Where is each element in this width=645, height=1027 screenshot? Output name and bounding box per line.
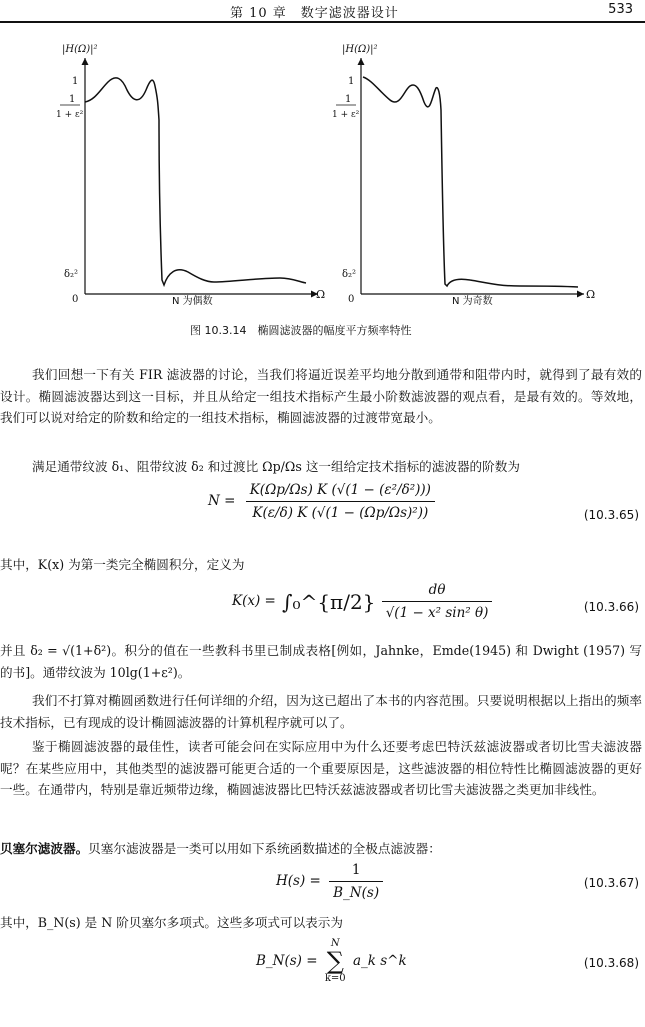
figure-caption: 图 10.3.14 椭圆滤波器的幅度平方频率特性 bbox=[190, 324, 412, 337]
equation-10-3-66 bbox=[232, 582, 492, 621]
paragraph-4: 并且 δ₂ = √(1+δ²)。积分的值在一些教科书里已制成表格[例如，Jahnke，Emde(1945) 和 Dwight (1957) 写的书]。通带纹波为 10lg(1+ε²)。 bbox=[0, 643, 642, 680]
eq67-lhs: H(s) = bbox=[276, 873, 321, 889]
eq68-sum-symbol: ∑ bbox=[326, 947, 344, 975]
left-tick-zero: 0 bbox=[72, 294, 79, 305]
right-tick-one: 1 bbox=[348, 76, 355, 87]
eq66-lhs: K(x) = bbox=[232, 593, 276, 609]
paragraph-5: 我们不打算对椭圆函数进行任何详细的介绍，因为这已超出了本书的内容范围。只要说明根据以上指出的频率技术指标，已有现成的设计椭圆滤波器的计算机程序就可以了。 bbox=[0, 693, 642, 730]
right-plot bbox=[332, 44, 595, 307]
header-rule bbox=[0, 21, 645, 23]
figure-elliptic-response bbox=[0, 30, 645, 320]
left-tick-frac-den: 1 + ε² bbox=[56, 110, 84, 120]
right-omega: Ω bbox=[586, 288, 596, 301]
eq68-lhs: B_N(s) = bbox=[256, 953, 318, 969]
left-omega: Ω bbox=[316, 288, 326, 301]
paragraph-3: 其中，K(x) 为第一类完全椭圆积分，定义为 bbox=[0, 557, 245, 572]
eq67-number: (10.3.67) bbox=[583, 876, 639, 890]
eq65-lhs: N = bbox=[208, 493, 236, 509]
left-tick-frac-num: 1 bbox=[69, 94, 76, 105]
eq68-term: a_k s^k bbox=[352, 953, 407, 969]
right-ylabel: |H(Ω)|² bbox=[342, 44, 378, 55]
eq67-denominator: B_N(s) bbox=[333, 885, 380, 901]
eq67-numerator: 1 bbox=[329, 862, 383, 882]
eq68-sum-upper: N bbox=[330, 938, 340, 949]
right-tick-delta: δ₂² bbox=[342, 269, 357, 280]
left-tick-one: 1 bbox=[72, 76, 79, 87]
paragraph-1: 我们回想一下有关 FIR 滤波器的讨论，当我们将逼近误差平均地分散到通带和阻带内时，就得到了最有效的设计。椭圆滤波器达到这一目标，并且从给定一组技术指标产生最小阶数滤波器的观点看，是最有效的。等效地，我们可以说对给定的阶数和给定的一组技术指标，椭圆滤波器的过渡带宽最小。 bbox=[0, 367, 642, 426]
eq68-number: (10.3.68) bbox=[583, 956, 639, 970]
paragraph-7-text: 贝塞尔滤波器是一类可以用如下系统函数描述的全极点滤波器： bbox=[88, 841, 441, 856]
eq65-numerator: K(Ωp/Ωs) K (√(1 − (ε²/δ²))) bbox=[246, 482, 435, 502]
eq66-integral: ∫₀^{π/2} bbox=[282, 589, 376, 614]
page-number: 533 bbox=[608, 2, 633, 17]
eq66-number: (10.3.66) bbox=[583, 600, 639, 614]
chapter-title: 第 10 章 数字滤波器设计 bbox=[230, 6, 399, 21]
bessel-heading: 贝塞尔滤波器。 bbox=[0, 841, 89, 856]
left-ylabel: |H(Ω)|² bbox=[62, 44, 98, 55]
left-tick-delta: δ₂² bbox=[64, 269, 79, 280]
paragraph-6: 鉴于椭圆滤波器的最佳性，读者可能会问在实际应用中为什么还要考虑巴特沃兹滤波器或者切比雪夫滤波器呢？在某些应用中，其他类型的滤波器可能更合适的一个重要原因是，这些滤波器的相位特性比椭圆滤波器的更好一些。在通带内，特别是靠近频带边缘，椭圆滤波器比巴特沃兹滤波器或者切比雪夫滤波器之类更加非线性。 bbox=[0, 739, 642, 798]
paragraph-7 bbox=[0, 838, 642, 860]
paragraph-2: 满足通带纹波 δ₁、阻带纹波 δ₂ 和过渡比 Ωp/Ωs 这一组给定技术指标的滤波器的阶数为 bbox=[32, 459, 520, 474]
page-header bbox=[0, 0, 645, 22]
right-response-curve bbox=[363, 77, 578, 287]
eq66-denominator: √(1 − x² sin² θ) bbox=[385, 605, 489, 621]
right-tick-frac-num: 1 bbox=[345, 94, 352, 105]
eq65-denominator: K(ε/δ) K (√(1 − (Ωp/Ωs)²)) bbox=[252, 505, 429, 521]
eq66-numerator: dθ bbox=[382, 582, 493, 602]
eq68-sum-lower: k=0 bbox=[324, 973, 346, 984]
left-xlabel: N 为偶数 bbox=[172, 296, 213, 307]
left-plot bbox=[56, 44, 325, 307]
equation-10-3-67 bbox=[276, 862, 383, 901]
right-tick-frac-den: 1 + ε² bbox=[332, 110, 360, 120]
eq65-number: (10.3.65) bbox=[583, 508, 639, 522]
right-tick-zero: 0 bbox=[348, 294, 355, 305]
right-xlabel: N 为奇数 bbox=[452, 296, 493, 307]
equation-10-3-68 bbox=[256, 938, 407, 984]
left-response-curve bbox=[85, 78, 306, 285]
paragraph-8: 其中，B_N(s) 是 N 阶贝塞尔多项式。这些多项式可以表示为 bbox=[0, 915, 343, 930]
equation-10-3-65 bbox=[208, 482, 435, 521]
